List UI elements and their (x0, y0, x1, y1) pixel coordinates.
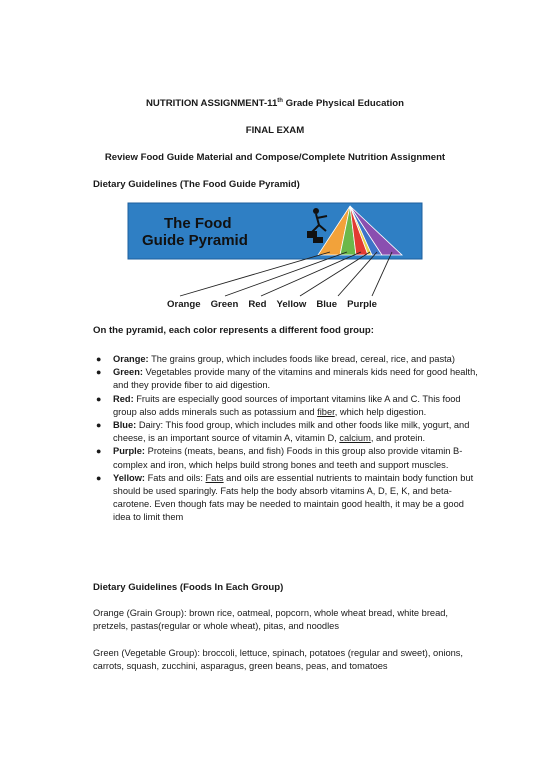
color-label-red: Red (248, 299, 267, 310)
color-label-orange: Orange (167, 299, 201, 310)
color-label-purple: Purple (347, 299, 377, 310)
color-label-blue: Blue (316, 299, 338, 310)
bullet-icon: ● (96, 472, 102, 483)
bullet-icon: ● (96, 446, 102, 457)
color-label-green: Green (210, 299, 239, 310)
bullet-icon: ● (96, 367, 102, 378)
banner-title-line1: The Food (164, 215, 232, 232)
food-guide-pyramid-graphic (0, 0, 550, 320)
vegetable-group-paragraph: Green (Vegetable Group): broccoli, lettuce, spinach, potatoes (regular and sweet), onions, carrots, squash, zucchini, asparagus, green beans, peas, and tomatoes (93, 648, 464, 672)
exam-label: FINAL EXAM (245, 125, 305, 136)
list-item: ● Blue: Dairy: This food group, which includes milk and other foods like milk, yogurt, and cheese, is an important source of vitamin A, vitamin D, calcium, and protein. (96, 420, 470, 444)
food-group-list (93, 353, 478, 525)
list-item: ● Yellow: Fats and oils: Fats and oils are essential nutrients to maintain body function but should be used sparingly. Fats help the body absorb vitamins A, D, E, K, and beta-carotene. Even though fats may be needed to maintain good health, it may be a good idea to limit them (96, 472, 474, 523)
list-item: ● Purple: Proteins (meats, beans, and fish) Foods in this group also provide vitamin B-complex and iron, which helps build strong bones and teeth and support muscles. (96, 446, 463, 470)
list-item: ● Orange: The grains group, which includes foods like bread, cereal, rice, and pasta) (93, 353, 478, 366)
bullet-icon: ● (96, 393, 102, 404)
intro-heading: On the pyramid, each color represents a different food group: (93, 325, 374, 336)
list-item: ● Green: Vegetables provide many of the vitamins and minerals kids need for good health, and they provide fiber to aid digestion. (96, 367, 478, 391)
instruction-line: Review Food Guide Material and Compose/Complete Nutrition Assignment (104, 152, 446, 163)
fats-link[interactable]: Fats (205, 472, 224, 483)
section-heading-foods: Dietary Guidelines (Foods In Each Group) (93, 582, 284, 593)
color-label-yellow: Yellow (276, 299, 307, 310)
banner-title-line2: Guide Pyramid (142, 232, 248, 249)
section-heading-pyramid: Dietary Guidelines (The Food Guide Pyramid) (93, 179, 300, 190)
pyramid-color-labels (167, 299, 387, 310)
list-item: ● Red: Fruits are especially good sources of important vitamins like A and C. This food group also adds minerals such as potassium and fiber, which help digestion. (96, 393, 461, 417)
page-title: NUTRITION ASSIGNMENT-11th Grade Physical Education (145, 98, 404, 109)
fiber-link[interactable]: fiber (317, 406, 335, 417)
bullet-icon: ● (96, 354, 102, 364)
bullet-icon: ● (96, 420, 102, 431)
grain-group-paragraph: Orange (Grain Group): brown rice, oatmeal, popcorn, whole wheat bread, white bread, pretzels, pastas(regular or whole wheat), pitas, and noodles (93, 608, 449, 632)
calcium-link[interactable]: calcium (339, 433, 371, 444)
